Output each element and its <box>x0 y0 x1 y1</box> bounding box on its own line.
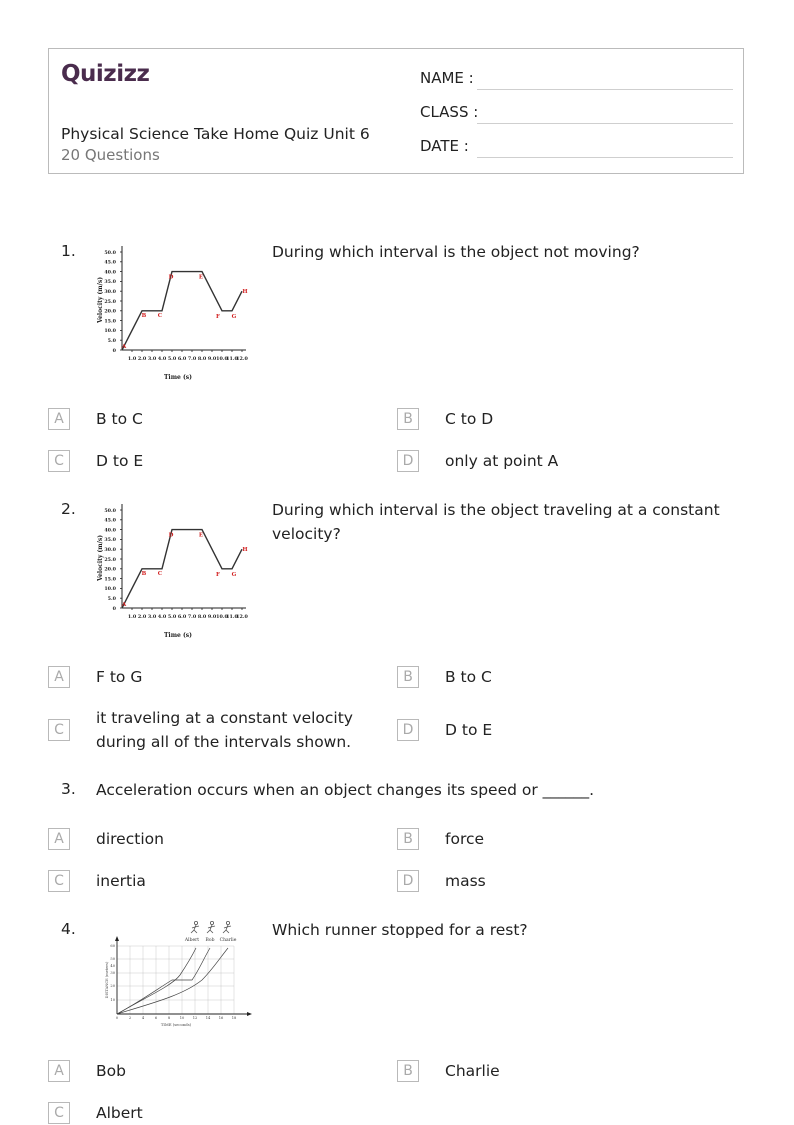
runner-y-tick: 30 <box>110 971 115 975</box>
question-4-text: Which runner stopped for a rest? <box>272 921 528 939</box>
velocity-time-graph <box>96 502 256 642</box>
x-tick-label: 3.0 <box>147 614 157 620</box>
q1-option-c-box[interactable]: C <box>48 450 70 472</box>
x-tick-label: 1.0 <box>127 356 137 362</box>
name-label: NAME : <box>420 69 474 87</box>
x-tick-label: 12.0 <box>236 614 248 620</box>
y-tick-label: 15.0 <box>104 318 116 325</box>
point-label: F <box>216 571 220 578</box>
q1-option-b-box[interactable]: B <box>397 408 419 430</box>
y-tick-label: 50.0 <box>104 507 116 514</box>
y-tick-label: 5.0 <box>107 596 116 602</box>
point-label: C <box>157 312 163 319</box>
name-line[interactable] <box>477 89 733 90</box>
q1-option-a-box[interactable]: A <box>48 408 70 430</box>
point-label: F <box>216 313 220 320</box>
x-tick-label: 6.0 <box>177 614 187 620</box>
y-tick-label: 25.0 <box>104 298 116 305</box>
q4-option-c-box[interactable]: C <box>48 1102 70 1124</box>
x-tick-label: 10.0 <box>216 614 228 620</box>
quizizz-logo <box>61 59 153 87</box>
q2-option-b-text[interactable]: B to C <box>445 668 492 686</box>
runner-curve-albert <box>117 948 196 1014</box>
q2-option-b-box[interactable]: B <box>397 666 419 688</box>
date-line[interactable] <box>477 157 733 158</box>
runner-distance-time-graph <box>104 918 256 1034</box>
x-tick-label: 7.0 <box>187 614 197 620</box>
y-tick-label: 35.0 <box>104 537 116 544</box>
x-tick-label: 5.0 <box>167 614 177 620</box>
runner-x-tick: 8 <box>167 1016 171 1020</box>
q4-option-b-text[interactable]: Charlie <box>445 1062 500 1080</box>
x-tick-label: 9.0 <box>207 356 217 362</box>
q1-option-c-text[interactable]: D to E <box>96 452 144 470</box>
class-line[interactable] <box>477 123 733 124</box>
x-tick-label: 4.0 <box>157 614 167 620</box>
velocity-series-line <box>122 272 242 350</box>
y-tick-label: 15.0 <box>104 576 116 583</box>
y-tick-label: 50.0 <box>104 249 116 256</box>
runner-y-tick: 20 <box>110 984 115 988</box>
x-tick-label: 3.0 <box>147 356 157 362</box>
x-tick-label: 9.0 <box>207 614 217 620</box>
question-1-number: 1. <box>61 242 76 260</box>
runner-y-tick: 60 <box>110 944 115 948</box>
runner-x-tick: 6 <box>154 1016 158 1020</box>
y-tick-label: 0 <box>112 605 116 612</box>
q1-option-d-box[interactable]: D <box>397 450 419 472</box>
x-tick-label: 2.0 <box>137 356 147 362</box>
q1-option-b-text[interactable]: C to D <box>445 410 494 428</box>
q3-option-a-box[interactable]: A <box>48 828 70 850</box>
runner-x-tick: 4 <box>141 1016 145 1020</box>
q3-option-b-box[interactable]: B <box>397 828 419 850</box>
x-tick-label: 11.0 <box>226 614 238 620</box>
x-tick-label: 5.0 <box>167 356 177 362</box>
point-label: G <box>231 571 237 578</box>
x-tick-label: 6.0 <box>177 356 187 362</box>
q3-option-d-box[interactable]: D <box>397 870 419 892</box>
point-label: A <box>121 602 127 608</box>
question-2-number: 2. <box>61 500 76 518</box>
q4-option-a-text[interactable]: Bob <box>96 1062 126 1080</box>
question-3-text: Acceleration occurs when an object changes its speed or ______. <box>96 781 595 799</box>
x-tick-label: 8.0 <box>197 614 207 620</box>
q2-option-c-box[interactable]: C <box>48 719 70 741</box>
runner-curve-bob <box>117 948 210 1014</box>
q3-option-c-box[interactable]: C <box>48 870 70 892</box>
point-label: D <box>168 532 174 539</box>
point-label: G <box>231 313 237 320</box>
q2-option-d-text[interactable]: D to E <box>445 721 493 739</box>
q2-option-a-text[interactable]: F to G <box>96 668 143 686</box>
q1-option-d-text[interactable]: only at point A <box>445 452 559 470</box>
runner-x-tick: 18 <box>231 1016 237 1020</box>
runner-y-axis-label: DISTANCE (meters) <box>105 961 109 999</box>
runner-y-tick: 40 <box>110 964 115 968</box>
x-tick-label: 1.0 <box>127 614 137 620</box>
y-tick-label: 40.0 <box>104 269 116 276</box>
runner-y-tick: 50 <box>110 957 115 961</box>
question-3-number: 3. <box>61 780 76 798</box>
x-tick-label: 10.0 <box>216 356 228 362</box>
y-tick-label: 20.0 <box>104 566 116 573</box>
velocity-time-graph <box>96 244 256 384</box>
worksheet-header <box>48 48 744 174</box>
runner-y-tick: 10 <box>110 998 115 1002</box>
point-label: E <box>198 532 204 539</box>
y-tick-label: 10.0 <box>104 586 116 593</box>
question-2-text: During which interval is the object traveling at a constant velocity? <box>272 501 720 543</box>
y-tick-label: 5.0 <box>107 338 116 344</box>
y-tick-label: 20.0 <box>104 308 116 315</box>
runner-label-charlie: Charlie <box>219 938 237 943</box>
runner-x-tick: 10 <box>179 1016 185 1020</box>
runner-x-arrow <box>247 1012 252 1016</box>
svg-text:Quizizz: Quizizz <box>61 61 150 87</box>
runner-x-tick: 2 <box>128 1016 132 1020</box>
x-tick-label: 8.0 <box>197 356 207 362</box>
x-tick-label: 11.0 <box>226 356 238 362</box>
point-label: C <box>157 570 163 577</box>
runner-label-albert: Albert <box>184 938 200 943</box>
point-label: A <box>121 344 127 350</box>
question-count: 20 Questions <box>61 146 160 164</box>
runner-x-tick: 14 <box>205 1016 211 1020</box>
q3-option-b-text[interactable]: force <box>445 830 485 848</box>
y-tick-label: 10.0 <box>104 328 116 335</box>
q2-option-a-box[interactable]: A <box>48 666 70 688</box>
q3-option-c-text[interactable]: inertia <box>96 872 146 890</box>
x-tick-label: 7.0 <box>187 356 197 362</box>
y-tick-label: 45.0 <box>104 517 116 524</box>
question-1-text: During which interval is the object not moving? <box>272 243 640 261</box>
y-tick-label: 0 <box>112 347 116 354</box>
date-label: DATE : <box>420 137 469 155</box>
q2-option-c-text[interactable]: it traveling at a constant velocity during all of the intervals shown. <box>96 709 353 751</box>
velocity-series-line <box>122 530 242 608</box>
point-label: H <box>242 289 248 296</box>
y-axis-label: Velocity (m/s) <box>97 534 104 582</box>
question-1-image <box>96 244 256 388</box>
runner-y-arrow <box>115 936 119 941</box>
point-label: H <box>242 547 248 554</box>
point-label: B <box>141 570 147 577</box>
q2-option-d-box[interactable]: D <box>397 719 419 741</box>
runner-x-tick: 12 <box>192 1016 198 1020</box>
question-4-number: 4. <box>61 920 76 938</box>
question-2-image <box>96 502 256 646</box>
x-tick-label: 4.0 <box>157 356 167 362</box>
q3-option-d-text[interactable]: mass <box>445 872 486 890</box>
runner-icon <box>191 921 231 933</box>
q4-option-a-box[interactable]: A <box>48 1060 70 1082</box>
x-tick-label: 2.0 <box>137 614 147 620</box>
x-axis-label: Time (s) <box>163 374 193 381</box>
y-tick-label: 40.0 <box>104 527 116 534</box>
quiz-title: Physical Science Take Home Quiz Unit 6 <box>61 125 370 143</box>
question-4-image <box>104 918 256 1038</box>
y-tick-label: 30.0 <box>104 289 116 295</box>
y-tick-label: 30.0 <box>104 547 116 553</box>
q4-option-c-text[interactable]: Albert <box>96 1104 143 1122</box>
y-axis-label: Velocity (m/s) <box>97 276 104 324</box>
runner-x-tick: 0 <box>115 1016 119 1020</box>
y-tick-label: 35.0 <box>104 279 116 286</box>
y-tick-label: 45.0 <box>104 259 116 266</box>
x-tick-label: 12.0 <box>236 356 248 362</box>
q1-option-a-text[interactable]: B to C <box>96 410 143 428</box>
point-label: E <box>198 274 204 281</box>
q3-option-a-text[interactable]: direction <box>96 830 164 848</box>
point-label: D <box>168 274 174 281</box>
y-tick-label: 25.0 <box>104 556 116 563</box>
runner-label-bob: Bob <box>205 938 215 943</box>
runner-x-axis-label: TIME (seconds) <box>160 1022 192 1027</box>
q4-option-b-box[interactable]: B <box>397 1060 419 1082</box>
class-label: CLASS : <box>420 103 479 121</box>
point-label: B <box>141 312 147 319</box>
runner-x-tick: 16 <box>218 1016 224 1020</box>
x-axis-label: Time (s) <box>163 632 193 639</box>
